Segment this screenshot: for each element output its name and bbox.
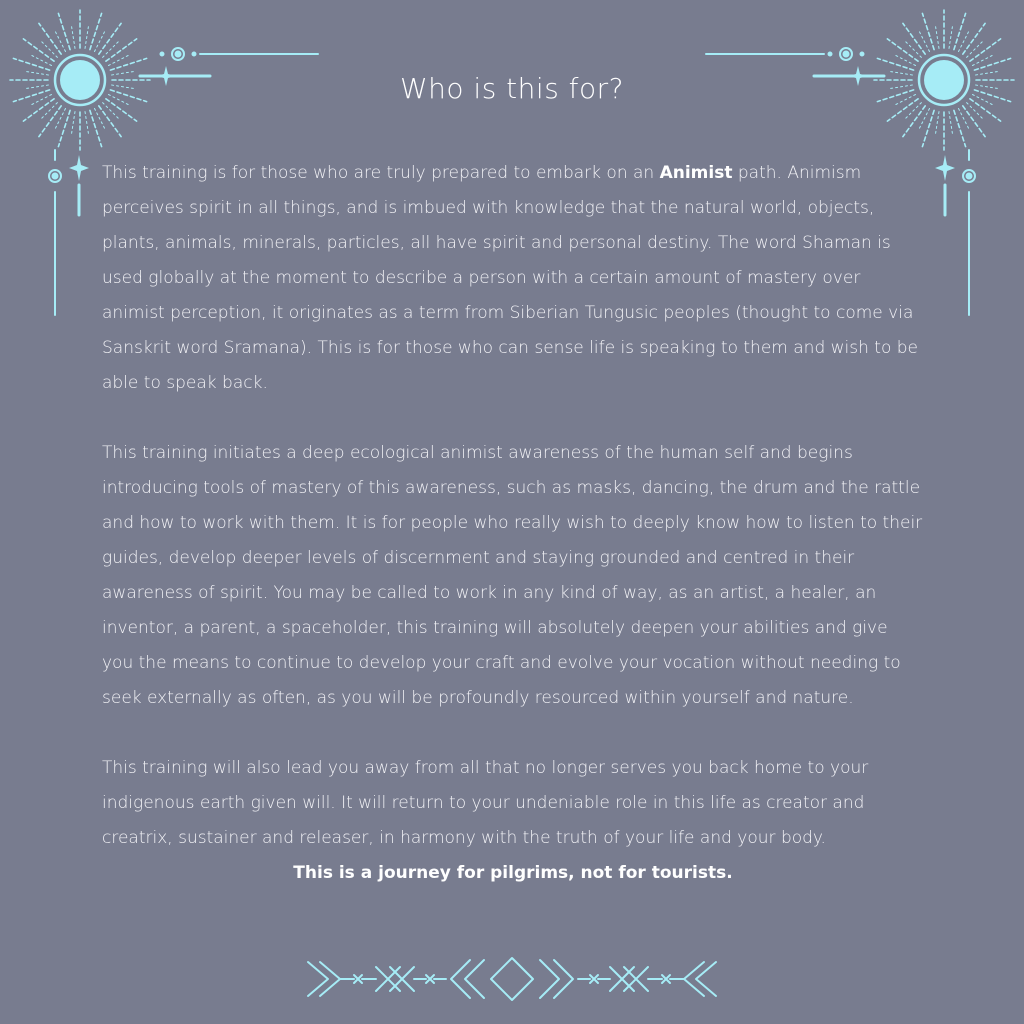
paragraph-1: This training is for those who are truly prepared to embark on an Animist path. Animism perceives spirit in all things, and is imbued with knowledge that the natural world, objects, plants, animals, minerals, particles, all have spirit and personal destiny. The word Shaman is used globally at the moment to describe a person with a certain amount of mastery over animist perception, it originates as a term from Siberian Tungusic peoples (thought to come via Sanskrit word Sramana). This is for those who can sense life is speaking to them and wish to be able to speak back. [102, 163, 919, 393]
body-text [102, 156, 924, 926]
closing-line: This is a journey for pilgrims, not for tourists. [293, 863, 733, 883]
paragraph-3: This training will also lead you away from all that no longer serves you back home to your indigenous earth given will. It will return to your undeniable role in this life as creator and creatrix, sustainer and releaser, in harmony with the truth of your life and your body. [102, 758, 869, 848]
animist-emphasis: Animist [659, 163, 733, 183]
paragraph-2: This training initiates a deep ecological animist awareness of the human self and begins introducing tools of mastery of this awareness, such as masks, dancing, the drum and the rattle and how to work with them. It is for people who really wish to deeply know how to listen to their guides, develop deeper levels of discernment and staying grounded and centred in their awareness of spirit. You may be called to work in any kind of way, as an artist, a healer, an inventor, a parent, a spaceholder, this training will absolutely deepen your abilities and give you the means to continue to develop your craft and evolve your vocation without needing to seek externally as often, as you will be profoundly resourced within yourself and nature. [102, 443, 923, 708]
page-title: Who is this for? [399, 72, 625, 105]
tribal-arrow-ornament-icon [300, 950, 724, 1010]
